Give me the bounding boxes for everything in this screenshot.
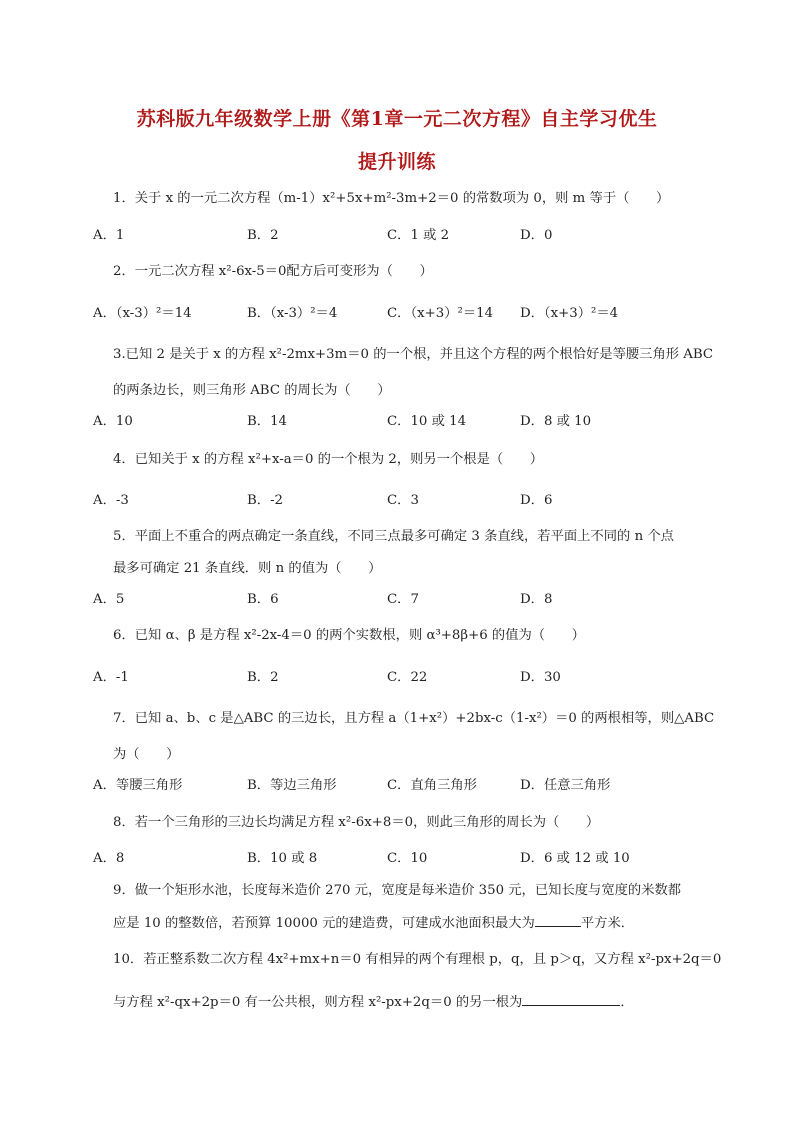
question-1: 1．关于 x 的一元二次方程（m-1）x²+5x+m²-3m+2＝0 的常数项为 0，则 m 等于（ ）	[113, 191, 670, 206]
q10-text-after-blank: ．	[620, 995, 634, 1010]
q10-text-before-blank: 与方程 x²-qx+2p＝0 有一公共根，则方程 x²-px+2q＝0 的另一根为	[113, 995, 523, 1010]
q1-option-d: D．0	[520, 228, 553, 243]
q9-answer-blank[interactable]	[535, 912, 581, 927]
question-3-continued: 的两条边长，则三角形 ABC 的周长为（ ）	[113, 383, 391, 398]
q5-option-a: A．5	[93, 592, 125, 607]
q4-option-b: B．-2	[247, 493, 284, 508]
q5-option-b: B．6	[247, 592, 279, 607]
q8-option-d: D．6 或 12 或 10	[520, 851, 630, 866]
q3-option-b: B．14	[247, 414, 287, 429]
q6-option-d: D．30	[520, 670, 561, 685]
question-10-continued	[113, 991, 634, 1013]
question-7: 7．已知 a、b、c 是△ABC 的三边长，且方程 a（1+x²）+2bx-c（1-x²）＝0 的两根相等，则△ABC	[113, 711, 715, 726]
q6-option-c: C．22	[387, 670, 428, 685]
q10-answer-blank[interactable]	[522, 991, 620, 1006]
question-10: 10．若正整系数二次方程 4x²+mx+n＝0 有相异的两个有理根 p，q，且 p＞q，又方程 x²-px+2q＝0	[113, 952, 722, 967]
q2-option-a: A．（x-3）²＝14	[93, 306, 192, 321]
q3-option-d: D．8 或 10	[520, 414, 592, 429]
q8-option-a: A．8	[93, 851, 125, 866]
question-3: 3.已知 2 是关于 x 的方程 x²-2mx+3m＝0 的一个根，并且这个方程的两个根恰好是等腰三角形 ABC	[113, 347, 714, 362]
q1-option-c: C．1 或 2	[387, 228, 450, 243]
q5-option-d: D．8	[520, 592, 553, 607]
q4-option-d: D．6	[520, 493, 553, 508]
q6-option-b: B．2	[247, 670, 279, 685]
question-9: 9．做一个矩形水池，长度每米造价 270 元，宽度是每米造价 350 元，已知长度与宽度的米数都	[113, 883, 682, 898]
question-4: 4．已知关于 x 的方程 x²+x-a＝0 的一个根为 2，则另一个根是（ ）	[113, 452, 544, 467]
q7-option-b: B．等边三角形	[247, 778, 337, 793]
q5-option-c: C．7	[387, 592, 419, 607]
question-2: 2．一元二次方程 x²-6x-5＝0配方后可变形为（ ）	[113, 264, 433, 279]
q2-option-c: C．（x+3）²＝14	[387, 306, 494, 321]
q3-option-a: A．10	[93, 414, 133, 429]
q1-option-a: A．1	[93, 228, 125, 243]
q7-option-d: D．任意三角形	[520, 778, 611, 793]
q7-option-c: C．直角三角形	[387, 778, 477, 793]
q8-option-b: B．10 或 8	[247, 851, 318, 866]
q9-text-before-blank: 应是 10 的整数倍，若预算 10000 元的建造费，可建成水池面积最大为	[113, 916, 535, 931]
q6-option-a: A．-1	[93, 670, 129, 685]
question-9-continued	[113, 912, 634, 934]
question-8: 8．若一个三角形的三边长均满足方程 x²-6x+8＝0，则此三角形的周长为（ ）	[113, 815, 600, 830]
question-7-continued: 为（ ）	[113, 747, 180, 762]
question-5-continued: 最多可确定 21 条直线．则 n 的值为（ ）	[113, 561, 382, 576]
q4-option-c: C．3	[387, 493, 419, 508]
title-line-2: 提升训练	[357, 151, 436, 173]
title-line-1: 苏科版九年级数学上册《第1章一元二次方程》自主学习优生	[136, 108, 658, 130]
question-6: 6．已知 α、β 是方程 x²-2x-4＝0 的两个实数根，则 α³+8β+6 的值为（ ）	[113, 628, 585, 643]
q2-option-b: B．（x-3）²＝4	[247, 306, 338, 321]
q9-text-after-blank: 平方米．	[580, 916, 635, 931]
q7-option-a: A．等腰三角形	[93, 778, 183, 793]
q4-option-a: A．-3	[93, 493, 129, 508]
q1-option-b: B．2	[247, 228, 279, 243]
question-5: 5．平面上不重合的两点确定一条直线，不同三点最多可确定 3 条直线，若平面上不同的 n 个点	[113, 529, 674, 544]
q2-option-d: D．（x+3）²＝4	[520, 306, 619, 321]
q3-option-c: C．10 或 14	[387, 414, 467, 429]
q8-option-c: C．10	[387, 851, 428, 866]
